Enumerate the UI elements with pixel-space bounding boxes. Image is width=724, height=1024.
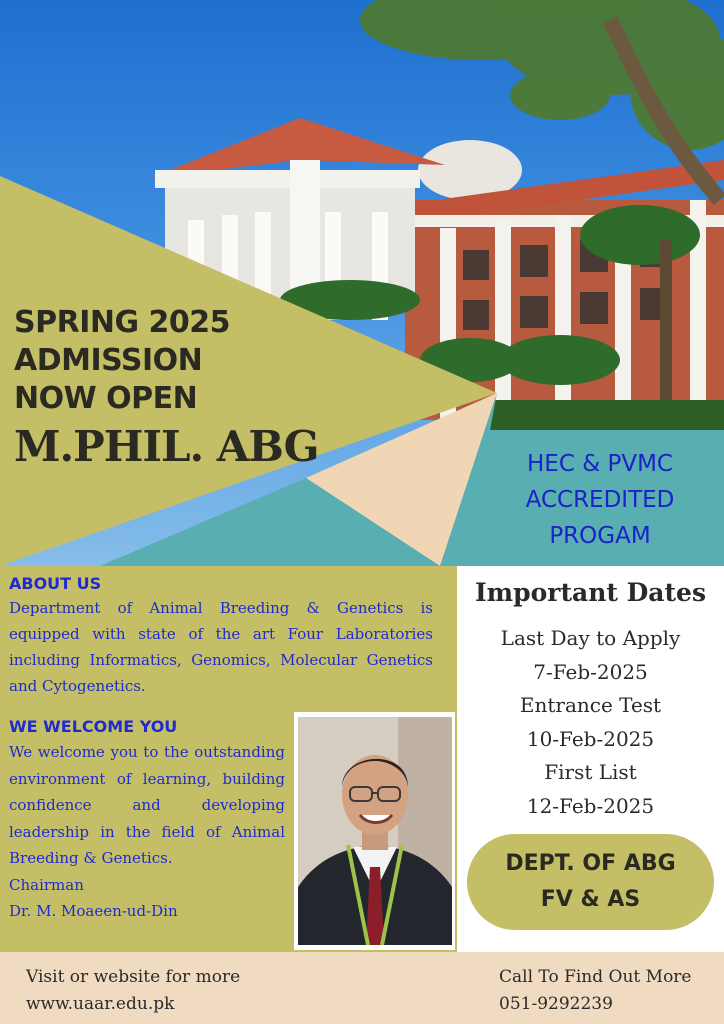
date-label-list: First List — [544, 760, 637, 784]
date-label-test: Entrance Test — [519, 693, 662, 717]
about-text: Department of Animal Breeding & Genetics is equipped with state of the art Four Laboratories including Informatics, Genomics, Molecular Genetics and Cytogenetics. — [9, 599, 433, 695]
accreditation-line2: ACCREDITED — [525, 487, 675, 513]
date-value-apply: 7-Feb-2025 — [533, 659, 648, 684]
accreditation-text — [476, 446, 724, 554]
about-heading: ABOUT US — [9, 574, 102, 593]
important-dates-list — [457, 622, 724, 823]
date-label-apply: Last Day to Apply — [500, 626, 681, 650]
chairman-portrait-illustration — [298, 717, 452, 945]
admission-headline — [14, 304, 334, 472]
important-dates-title: Important Dates — [474, 578, 707, 607]
phone-number[interactable]: 051-9292239 — [499, 994, 613, 1014]
headline-line1: SPRING 2025 — [14, 305, 231, 340]
chairman-role: Chairman — [9, 875, 84, 894]
department-line1: DEPT. OF ABG — [505, 851, 676, 876]
accreditation-line1: HEC & PVMC — [527, 451, 673, 477]
headline-line2: ADMISSION — [14, 343, 203, 378]
about-section — [9, 573, 433, 699]
program-title: M.PHIL. ABG — [14, 422, 319, 471]
date-value-list: 12-Feb-2025 — [526, 793, 655, 818]
chairman-name: Dr. M. Moaeen-ud-Din — [9, 901, 178, 920]
date-value-test: 10-Feb-2025 — [526, 726, 655, 751]
website-link[interactable]: www.uaar.edu.pk — [26, 994, 175, 1014]
headline-line3: NOW OPEN — [14, 381, 198, 416]
welcome-section — [9, 715, 285, 924]
footer-contact-block — [499, 964, 692, 1018]
welcome-text: We welcome you to the outstanding environment of learning, building confidence and developing leadership in the field of Animal Breeding & Genetics. — [9, 743, 285, 867]
chairman-portrait-photo — [298, 717, 452, 945]
footer-call-text: Call To Find Out More — [499, 967, 692, 987]
department-line2: FV & AS — [540, 887, 641, 912]
department-text — [467, 846, 714, 918]
footer-website-block — [26, 964, 240, 1018]
welcome-heading: WE WELCOME YOU — [9, 717, 178, 736]
footer-visit-text: Visit or website for more — [26, 967, 241, 987]
accreditation-line3: PROGAM — [549, 523, 651, 549]
